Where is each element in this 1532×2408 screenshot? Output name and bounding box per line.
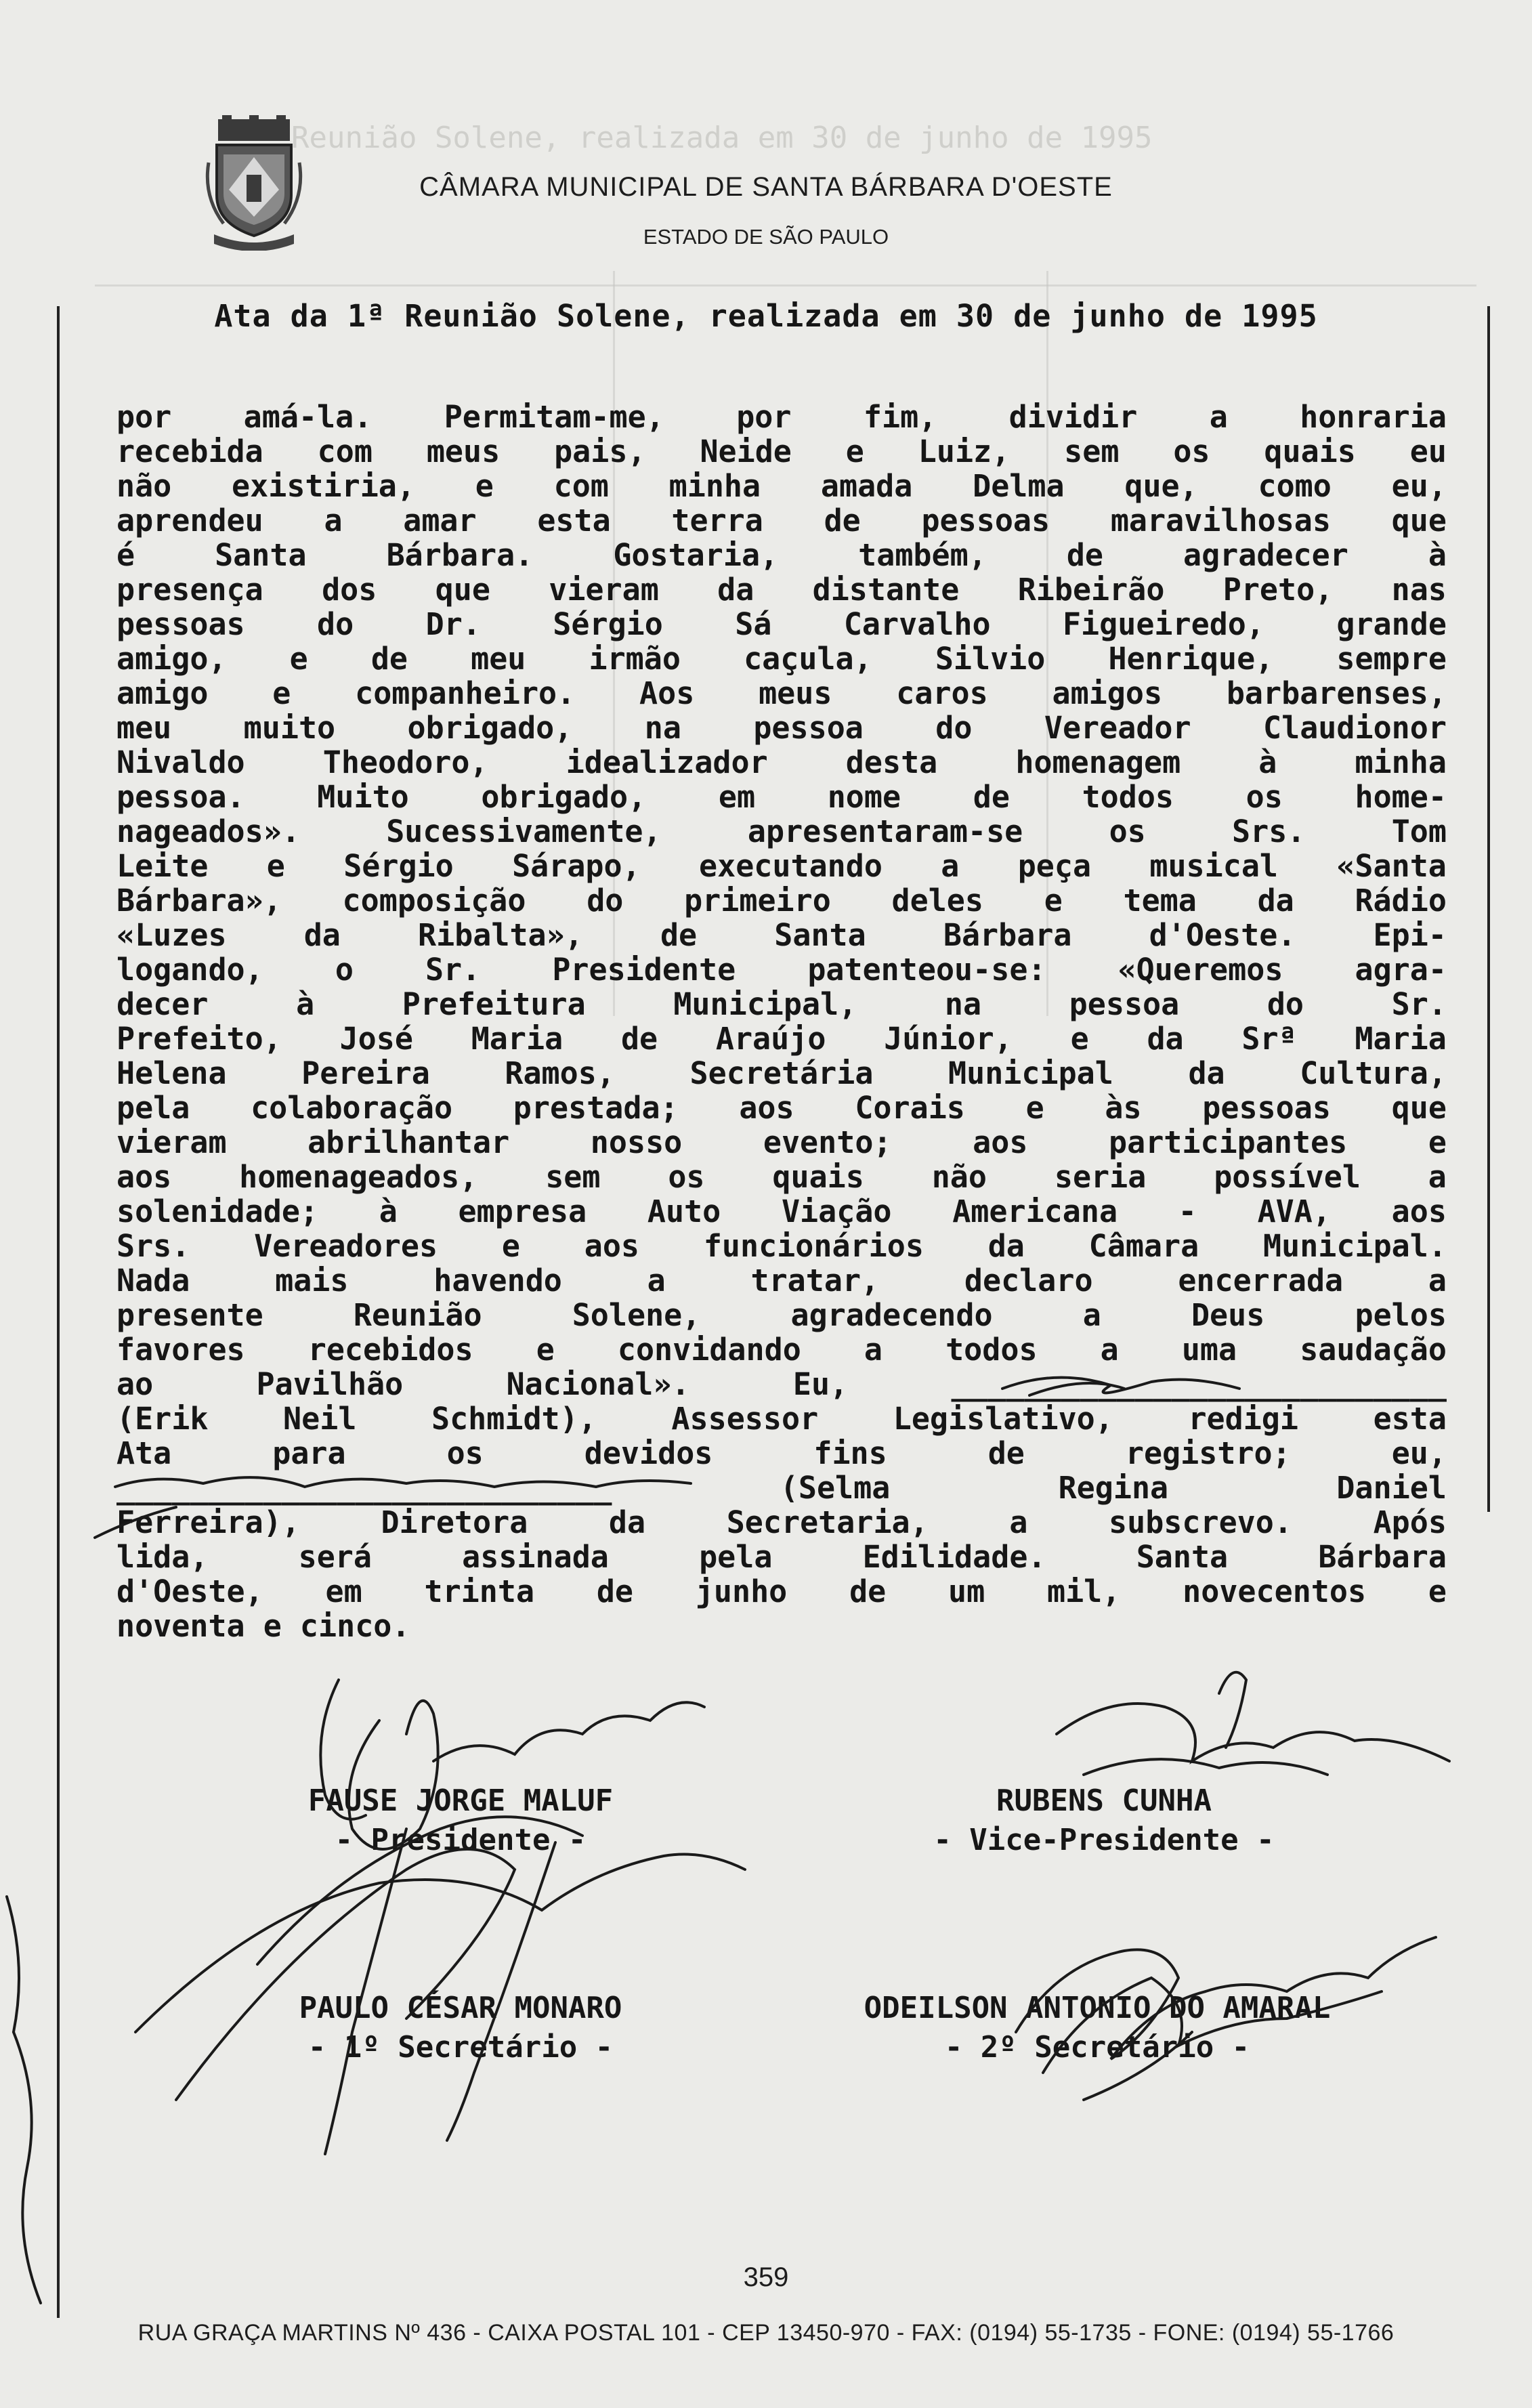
minutes-line: presença dos que vieram da distante Ribeirão Preto, nas <box>116 572 1447 608</box>
minutes-line: é Santa Bárbara. Gostaria, também, de agradecer à <box>116 537 1447 573</box>
minutes-line: ___________________________ (Selma Regina Daniel <box>116 1470 1447 1506</box>
signatory-name: PAULO CÉSAR MONARO <box>299 1991 622 2025</box>
minutes-line: amigo e companheiro. Aos meus caros amigos barbarenses, <box>116 675 1447 711</box>
minutes-line: logando, o Sr. Presidente patenteou-se: «Queremos agra- <box>116 952 1447 988</box>
minutes-body <box>116 400 1447 1643</box>
minutes-line: d'Oeste, em trinta de junho de um mil, novecentos e <box>116 1573 1447 1609</box>
minutes-line: pela colaboração prestada; aos Corais e às pessoas que <box>116 1090 1447 1126</box>
margin-signature <box>7 1897 19 2032</box>
minutes-line: amigo, e de meu irmão caçula, Silvio Henrique, sempre <box>116 641 1447 677</box>
minutes-line: pessoas do Dr. Sérgio Sá Carvalho Figueiredo, grande <box>116 606 1447 642</box>
minutes-line: Prefeito, José Maria de Araújo Júnior, e da Srª Maria <box>116 1021 1447 1057</box>
minutes-title: Ata da 1ª Reunião Solene, realizada em 30 de junho de 1995 <box>214 298 1318 334</box>
signatory-second-secretary <box>759 1989 1436 2067</box>
left-margin-rule <box>57 306 60 2318</box>
footer-address: RUA GRAÇA MARTINS Nº 436 - CAIXA POSTAL 101 - CEP 13450-970 - FAX: (0194) 55-1735 - FONE: (0194) 55-1766 <box>137 2320 1395 2346</box>
minutes-line: solenidade; à empresa Auto Viação Americana - AVA, aos <box>116 1194 1447 1229</box>
minutes-line: noventa e cinco. <box>116 1608 410 1644</box>
signatory-role: - Presidente - <box>335 1823 587 1857</box>
president-signature <box>433 1702 704 1761</box>
minutes-line: «Luzes da Ribalta», de Santa Bárbara d'Oeste. Epi- <box>116 917 1447 953</box>
minutes-line: Nada mais havendo a tratar, declaro encerrada a <box>116 1263 1447 1298</box>
bleed-through-title: Reunião Solene, realizada em 30 de junho de 1995 <box>291 121 1153 155</box>
minutes-line: Leite e Sérgio Sárapo, executando a peça musical «Santa <box>116 848 1447 884</box>
minutes-line: aos homenageados, sem os quais não seria possível a <box>116 1159 1447 1195</box>
minutes-line: (Erik Neil Schmidt), Assessor Legislativo, redigi esta <box>116 1401 1447 1437</box>
minutes-line: Bárbara», composição do primeiro deles e tema da Rádio <box>116 883 1447 918</box>
signatory-name: FAUSE JORGE MALUF <box>307 1783 614 1818</box>
chamber-name: CÂMARA MUNICIPAL DE SANTA BÁRBARA D'OESTE <box>419 172 1113 202</box>
minutes-line: não existiria, e com minha amada Delma que, como eu, <box>116 468 1447 504</box>
right-margin-rule <box>1487 306 1490 1512</box>
minutes-line: Ata para os devidos fins de registro; eu, <box>116 1435 1447 1471</box>
minutes-line: lida, será assinada pela Edilidade. Santa Bárbara <box>116 1539 1447 1575</box>
bleed-through-rule <box>95 284 1476 287</box>
minutes-line: Srs. Vereadores e aos funcionários da Câmara Municipal. <box>116 1228 1447 1264</box>
signatory-name: RUBENS CUNHA <box>996 1783 1212 1818</box>
signatory-vice-president <box>853 1781 1355 1860</box>
signatory-role: - Vice-Presidente - <box>933 1823 1275 1857</box>
minutes-line: pessoa. Muito obrigado, em nome de todos os home- <box>116 779 1447 815</box>
minutes-line: presente Reunião Solene, agradecendo a Deus pelos <box>116 1297 1447 1333</box>
minutes-line: aprendeu a amar esta terra de pessoas maravilhosas que <box>116 503 1447 538</box>
page-number: 359 <box>743 2262 789 2292</box>
minutes-line: Helena Pereira Ramos, Secretária Municipal da Cultura, <box>116 1055 1447 1091</box>
signatory-first-secretary <box>203 1989 718 2067</box>
signatory-name: ODEILSON ANTONIO DO AMARAL <box>864 1991 1331 2025</box>
minutes-line: decer à Prefeitura Municipal, na pessoa do Sr. <box>116 986 1447 1022</box>
minutes-line: por amá-la. Permitam-me, por fim, dividir a honraria <box>116 399 1447 435</box>
state-name: ESTADO DE SÃO PAULO <box>643 225 889 249</box>
signatory-president <box>224 1781 698 1860</box>
minutes-line: favores recebidos e convidando a todos a uma saudação <box>116 1332 1447 1368</box>
minutes-line: nageados». Sucessivamente, apresentaram-se os Srs. Tom <box>116 814 1447 849</box>
signatory-role: - 1º Secretário - <box>307 2030 614 2065</box>
minutes-line: Ferreira), Diretora da Secretaria, a subscrevo. Após <box>116 1504 1447 1540</box>
minutes-line: Nivaldo Theodoro, idealizador desta homenagem à minha <box>116 744 1447 780</box>
vice-president-signature <box>1219 1672 1246 1748</box>
signatory-role: - 2º Secretário - <box>944 2030 1250 2065</box>
minutes-line: recebida com meus pais, Neide e Luiz, sem os quais eu <box>116 434 1447 469</box>
minutes-line: meu muito obrigado, na pessoa do Vereador Claudionor <box>116 710 1447 746</box>
minutes-line: ao Pavilhão Nacional». Eu, ___________________________ <box>116 1366 1447 1402</box>
vice-president-signature <box>1084 1759 1327 1775</box>
minutes-line: vieram abrilhantar nosso evento; aos participantes e <box>116 1124 1447 1160</box>
vice-president-signature <box>1057 1704 1449 1761</box>
